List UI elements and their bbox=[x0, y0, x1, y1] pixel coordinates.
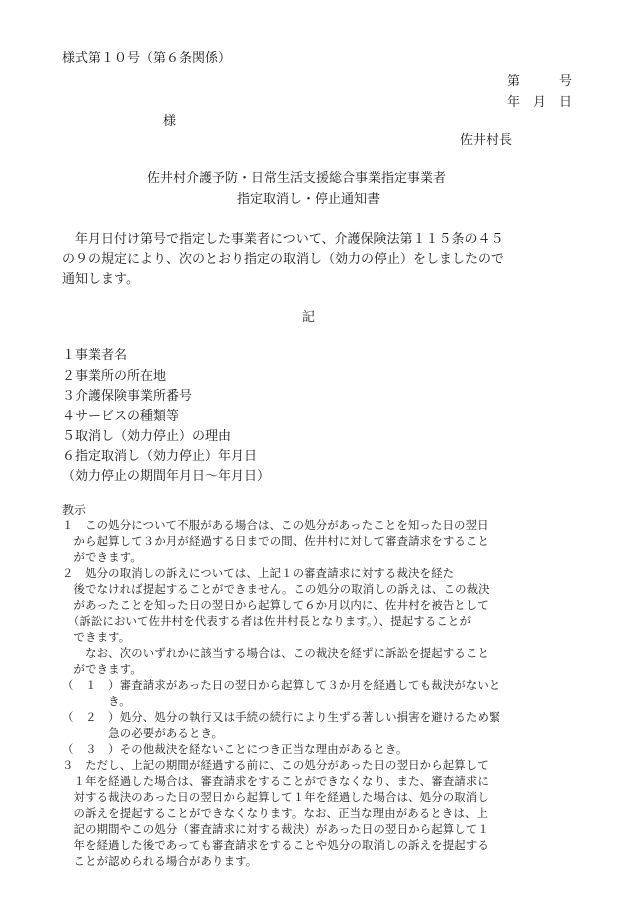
notice-line: があったことを知った日の翌日から起算して６か月以内に、佐井村を被告として bbox=[62, 598, 489, 612]
item-office-number: ３介護保険事業所番号 bbox=[62, 389, 193, 404]
item-business-name: １事業者名 bbox=[62, 348, 128, 363]
item-service-type: ４サービスの種類等 bbox=[62, 409, 180, 424]
notice-line: 記の期間やこの処分（審査請求に対する裁決）があった日の翌日から起算して１ bbox=[62, 822, 489, 836]
notice-line: の訴えを提起することができなくなります。なお、正当な理由があるときは、上 bbox=[62, 806, 489, 820]
notice-line: 年を経過した後であっても審査請求をすることや処分の取消しの訴えを提起する bbox=[62, 838, 489, 852]
ki-marker: 記 bbox=[302, 310, 316, 325]
notice-line: から起算して３か月が経過する日までの間、佐井村に対して審査請求をすること bbox=[62, 534, 490, 548]
document-number: 第 号 bbox=[506, 74, 572, 89]
notice-line: 後でなければ提起することができません。この処分の取消しの訴えは、この裁決 bbox=[62, 582, 490, 596]
notice-line: １年を経過した場合は、審査請求をすることができなくなり、また、審査請求に bbox=[62, 774, 490, 788]
notice-line: （訴訟において佐井村を代表する者は佐井村長となります。）、提起することが bbox=[62, 614, 471, 628]
notice-line: １ この処分について不服がある場合は、この処分があったことを知った日の翌日 bbox=[62, 518, 489, 532]
item-suspension-period: （効力停止の期間年月日～年月日） bbox=[62, 469, 271, 484]
body-line-3: 通知します。 bbox=[62, 272, 139, 287]
notice-line: （ ２ ）処分、処分の執行又は手続の続行により生ずる著しい損害を避けるため緊 bbox=[62, 710, 501, 724]
notice-line: 急の必要があるとき。 bbox=[62, 726, 224, 740]
body-line-2: の９の規定により、次のとおり指定の取消し（効力の停止）をしましたので bbox=[62, 252, 505, 267]
notice-line: ２ 処分の取消しの訴えについては、上記１の審査請求に対する裁決を経た bbox=[62, 566, 455, 580]
notice-line: ができます。 bbox=[62, 662, 142, 676]
notice-line: なお、次のいずれかに該当する場合は、この裁決を経ずに訴訟を提起すること bbox=[62, 646, 490, 660]
addressee-suffix: 様 bbox=[163, 114, 177, 129]
item-revocation-date: ６指定取消し（効力停止）年月日 bbox=[62, 449, 258, 464]
notice-line: （ １ ）審査請求があった日の翌日から起算して３か月を経過しても裁決がないと bbox=[62, 678, 501, 692]
notice-line: 対する裁決のあった日の翌日から起算して１年を経過した場合は、処分の取消し bbox=[62, 790, 489, 804]
document-date: 年 月 日 bbox=[506, 95, 572, 110]
notice-heading: 教示 bbox=[62, 503, 87, 517]
notice-line: き。 bbox=[62, 694, 131, 708]
form-number: 様式第１０号（第６条関係） bbox=[62, 51, 232, 66]
item-office-address: ２事業所の所在地 bbox=[62, 369, 167, 384]
item-reason: ５取消し（効力停止）の理由 bbox=[62, 429, 232, 444]
notice-line: できます。 bbox=[62, 630, 131, 644]
notice-line: ができます。 bbox=[62, 550, 142, 564]
body-line-1: 年月日付け第号で指定した事業者について、介護保険法第１１５条の４５ bbox=[62, 232, 504, 247]
notice-line: ３ ただし、上記の期間が経過する前に、この処分があった日の翌日から起算して bbox=[62, 758, 489, 772]
sender-name: 佐井村長 bbox=[459, 133, 512, 148]
notice-line: （ ３ ）その他裁決を経ないことにつき正当な理由があるとき。 bbox=[62, 742, 408, 756]
title-line-2: 指定取消し・停止通知書 bbox=[237, 192, 381, 207]
title-line-1: 佐井村介護予防・日常生活支援総合事業指定事業者 bbox=[147, 171, 447, 186]
notice-line: ことが認められる場合があります。 bbox=[62, 854, 258, 868]
